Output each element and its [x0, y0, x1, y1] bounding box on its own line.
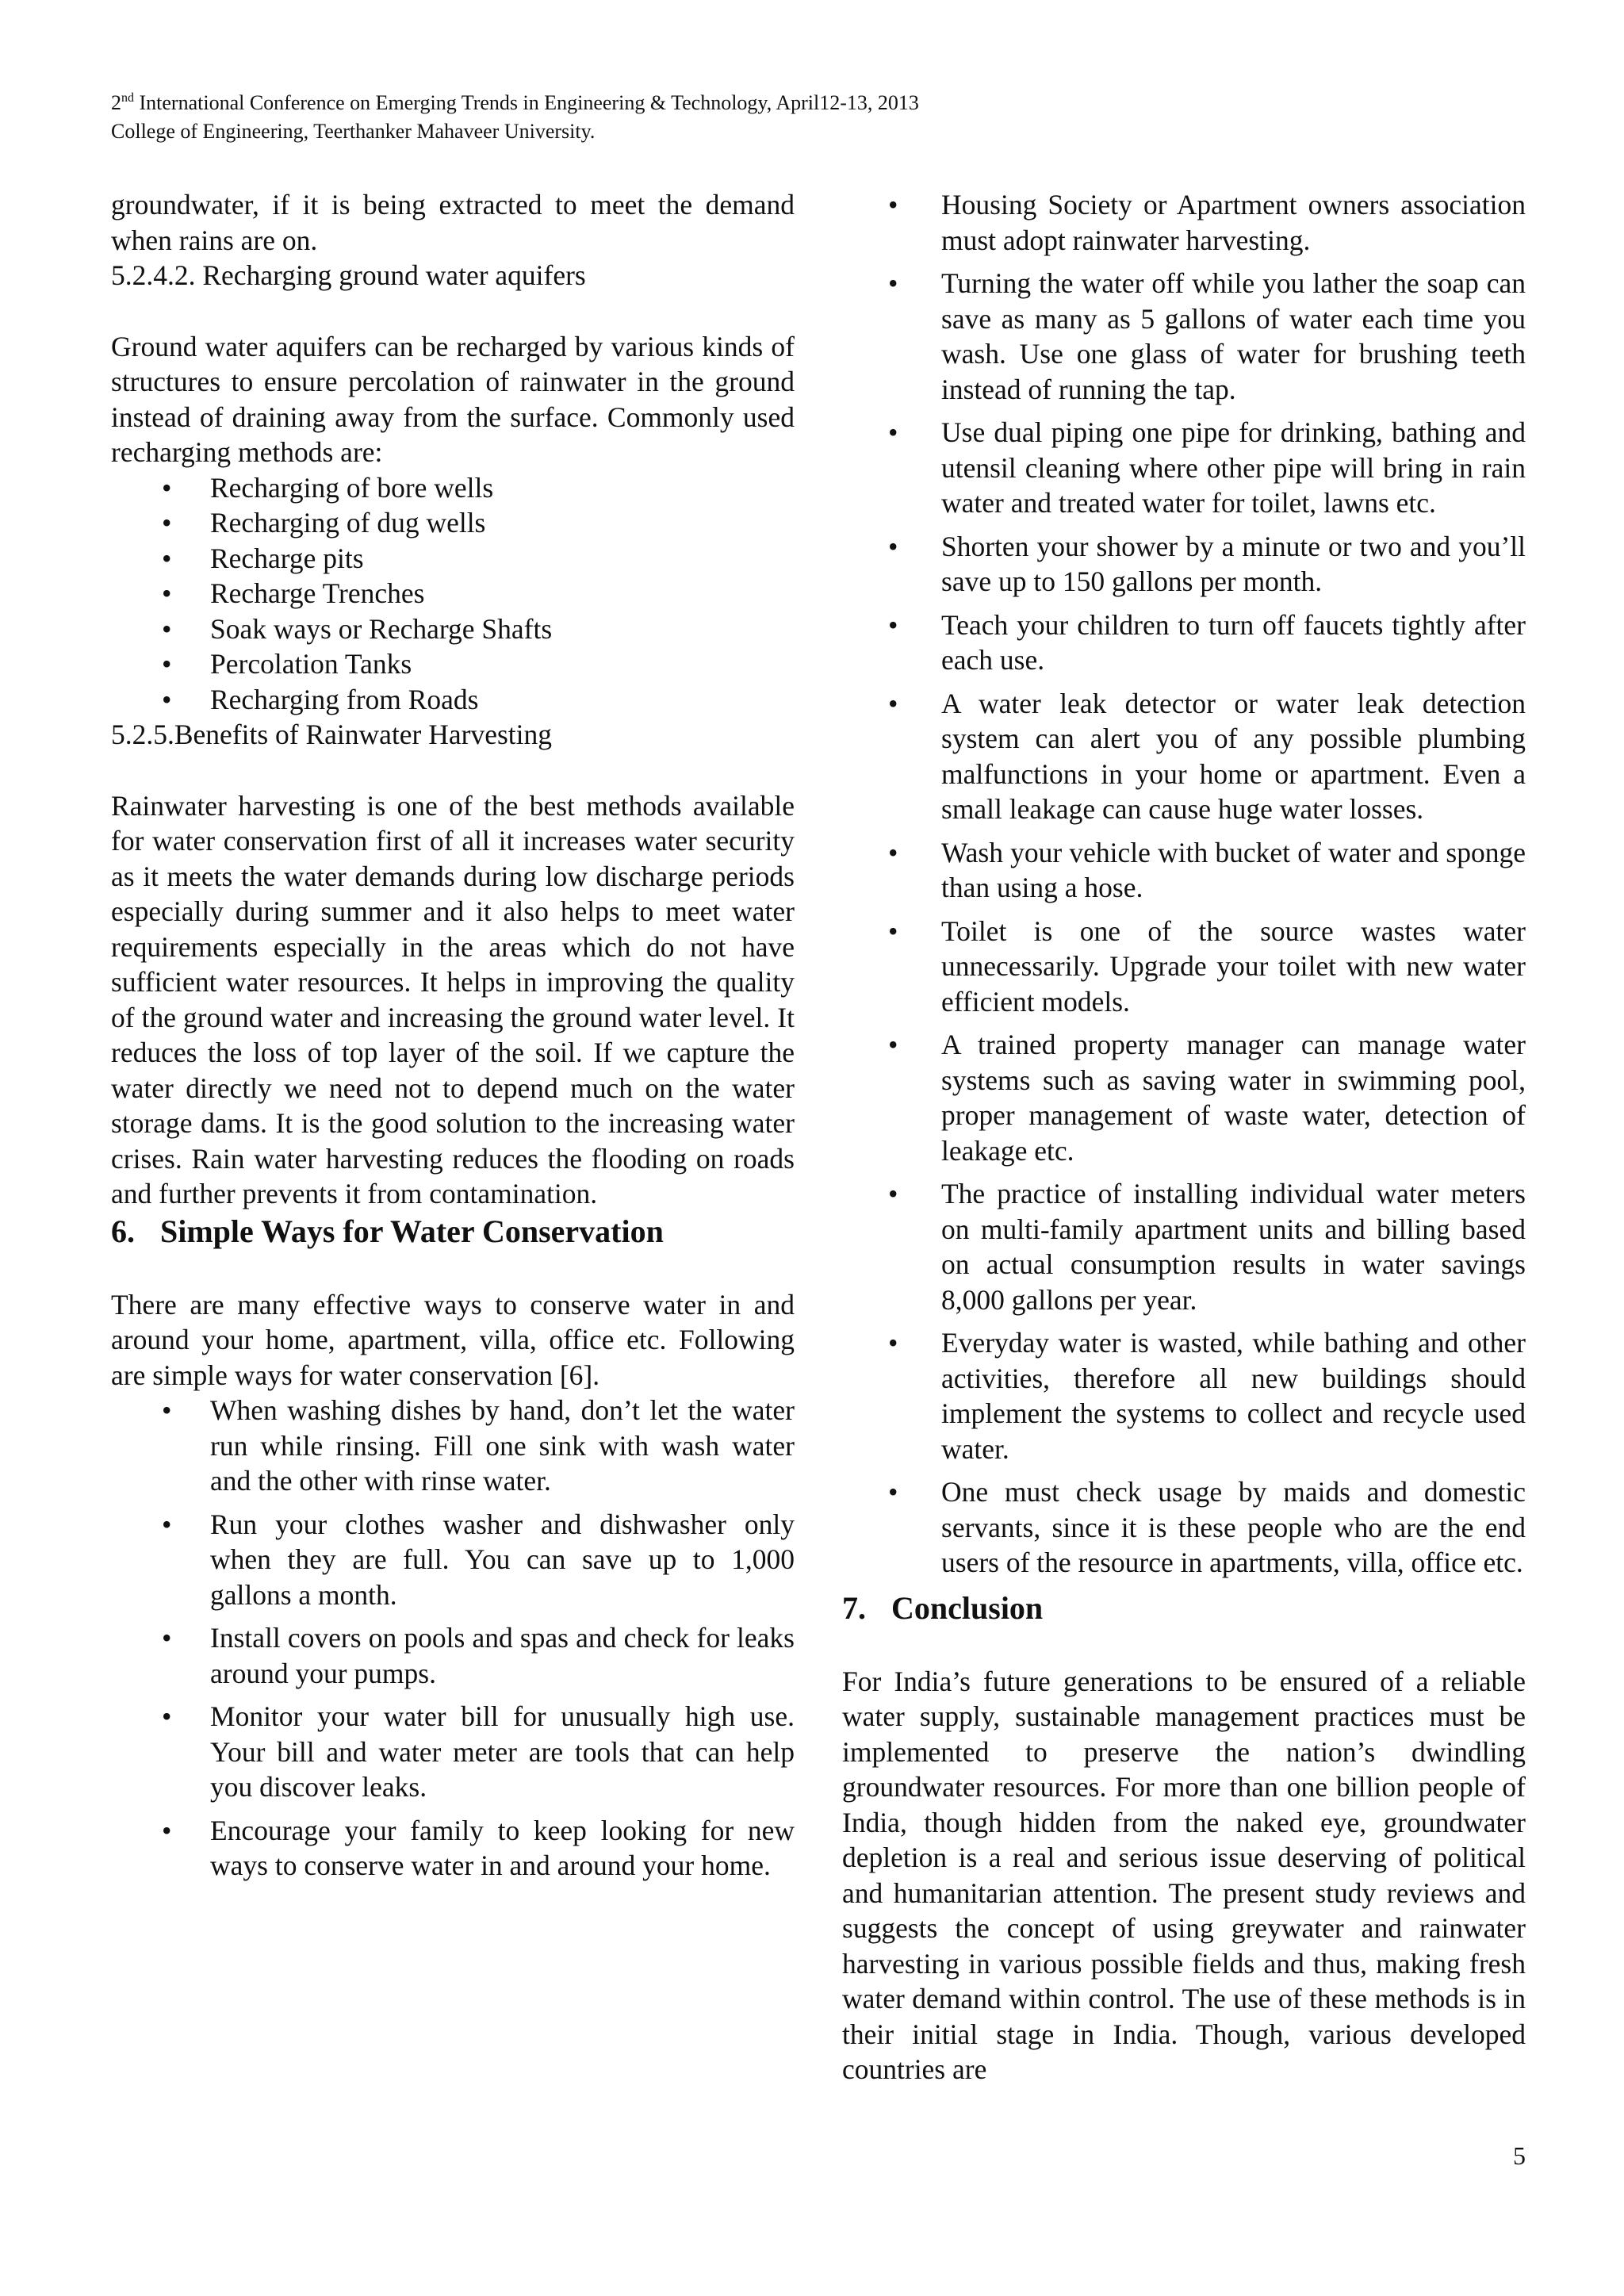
list-item: • Toilet is one of the source wastes water unnecessarily. Upgrade your toilet with new water efficient models. — [888, 914, 1526, 1018]
section-heading-water-conservation: 6. Simple Ways for Water Conservation — [111, 1213, 664, 1249]
list-item: • Recharge pits — [111, 541, 795, 577]
list-item: • Everyday water is wasted, while bathing and other activities, therefore all new buildings should implement the systems to collect and recycle used water. — [888, 1327, 1526, 1465]
bullet-icon: • — [888, 1476, 898, 1508]
list-item: • Encourage your family to keep looking for new ways to conserve water in and around your home. — [162, 1814, 795, 1881]
subsection-heading-benefits: 5.2.5.Benefits of Rainwater Harvesting — [111, 719, 553, 750]
ways-intro-paragraph: There are many effective ways to conserve water in and around your home, apartment, villa, office etc. Following are simple ways for water conservation [6]. — [111, 1288, 795, 1391]
list-item: • Recharging from Roads — [111, 682, 795, 718]
list-item: • Shorten your shower by a minute or two and you’ll save up to 150 gallons per month. — [888, 530, 1526, 597]
recharge-paragraph: Ground water aquifers can be recharged by various kinds of structures to ensure percolation of rainwater in the ground instead of draining away from the surface. Commonly used recharging methods are: — [111, 330, 795, 468]
bullet-icon: • — [888, 530, 898, 562]
list-item: • Use dual piping one pipe for drinking, bathing and utensil cleaning where other pipe will bring in rain water and treated water for toilet, lawns etc. — [888, 416, 1526, 519]
bullet-icon: • — [162, 1814, 172, 1846]
list-item: • Turning the water off while you lather the soap can save as many as 5 gallons of water each time you wash. Use one glass of water for brushing teeth instead of running the tap. — [888, 267, 1526, 405]
bullet-icon: • — [162, 648, 172, 680]
conference-line: 2nd International Conference on Emerging Trends in Engineering & Technology, April12-13, 2013 — [111, 91, 919, 114]
bullet-icon: • — [162, 507, 172, 539]
bullet-icon: • — [888, 1029, 898, 1060]
list-item: • Percolation Tanks — [111, 646, 795, 682]
bullet-icon: • — [888, 608, 898, 641]
page-number: 5 — [1513, 2141, 1526, 2170]
conservation-ways-list-continued — [842, 187, 1526, 1581]
list-item: • Teach your children to turn off faucets tightly after each use. — [888, 608, 1526, 676]
list-item: • Recharging of bore wells — [111, 470, 795, 506]
list-item: • Install covers on pools and spas and check for leaks around your pumps. — [162, 1622, 795, 1689]
bullet-icon: • — [162, 542, 172, 574]
bullet-icon: • — [162, 1700, 172, 1732]
list-item: • Run your clothes washer and dishwasher only when they are full. You can save up to 1,000 gallons a month. — [162, 1508, 795, 1611]
recharge-methods-list — [111, 470, 795, 718]
list-item: • One must check usage by maids and domestic servants, since it is these people who are the end users of the resource in apartments, villa, office etc. — [888, 1476, 1526, 1578]
list-item: • Housing Society or Apartment owners association must adopt rainwater harvesting. — [888, 189, 1526, 256]
bullet-icon: • — [888, 189, 898, 220]
bullet-icon: • — [888, 836, 898, 868]
bullet-icon: • — [888, 416, 898, 448]
list-item: • Soak ways or Recharge Shafts — [111, 611, 795, 647]
bullet-icon: • — [162, 577, 172, 609]
list-item: • Recharge Trenches — [111, 576, 795, 611]
right-column — [842, 187, 1526, 2087]
list-item: • When washing dishes by hand, don’t let the water run while rinsing. Fill one sink with wash water and the other with rinse water. — [162, 1394, 795, 1497]
list-item: • A trained property manager can manage water systems such as saving water in swimming pool, proper management of waste water, detection of leakage etc. — [888, 1029, 1526, 1167]
conclusion-paragraph: For India’s future generations to be ensured of a reliable water supply, sustainable management practices must be implemented to preserve the nation’s dwindling groundwater resources. For more than one billion people of India, though hidden from the naked eye, groundwater depletion is a real and serious issue deserving of political and humanitarian attention. The present study reviews and suggests the concept of using greywater and rainwater harvesting in various possible fields and thus, making fresh water demand within control. The use of these methods is in their initial stage in India. Though, various developed countries are — [842, 1665, 1526, 2085]
bullet-icon: • — [888, 687, 898, 719]
page-header — [111, 89, 919, 146]
list-item: • Wash your vehicle with bucket of water and sponge than using a hose. — [888, 836, 1526, 903]
list-item: • A water leak detector or water leak detection system can alert you of any possible plumbing malfunctions in your home or apartment. Even a small leakage can cause huge water losses. — [888, 687, 1526, 825]
bullet-icon: • — [888, 1327, 898, 1359]
subsection-heading-recharging: 5.2.4.2. Recharging ground water aquifers — [111, 259, 586, 291]
bullet-icon: • — [162, 1394, 172, 1426]
benefits-paragraph: Rainwater harvesting is one of the best methods available for water conservation first of all it increases water security as it meets the water demands during low discharge periods especially during summer and it also helps to meet water requirements especially in the areas which do not have sufficient water resources. It helps in improving the quality of the ground water and increasing the ground water level. It reduces the loss of top layer of the soil. If we capture the water directly we need not to depend much on the water storage dams. It is the good solution to the increasing water crises. Rain water harvesting reduces the flooding on roads and further prevents it from contamination. — [111, 789, 795, 1209]
conservation-ways-list — [111, 1393, 795, 1884]
college-line: College of Engineering, Teerthanker Mahaveer University. — [111, 120, 596, 143]
bullet-icon: • — [162, 683, 172, 715]
bullet-icon: • — [162, 1508, 172, 1540]
bullet-icon: • — [162, 612, 172, 645]
bullet-icon: • — [888, 267, 898, 299]
list-item: • Recharging of dug wells — [111, 505, 795, 541]
section-heading-conclusion: 7. Conclusion — [842, 1589, 1044, 1626]
list-item: • Monitor your water bill for unusually high use. Your bill and water meter are tools that can help you discover leaks. — [162, 1700, 795, 1803]
bullet-icon: • — [888, 914, 898, 947]
bullet-icon: • — [162, 1622, 172, 1654]
bullet-icon: • — [162, 471, 172, 504]
left-column — [111, 187, 795, 1892]
bullet-icon: • — [888, 1178, 898, 1209]
list-item: • The practice of installing individual water meters on multi-family apartment units and billing based on actual consumption results in water savings 8,000 gallons per year. — [888, 1178, 1526, 1316]
continued-paragraph: groundwater, if it is being extracted to meet the demand when rains are on. — [111, 189, 795, 256]
